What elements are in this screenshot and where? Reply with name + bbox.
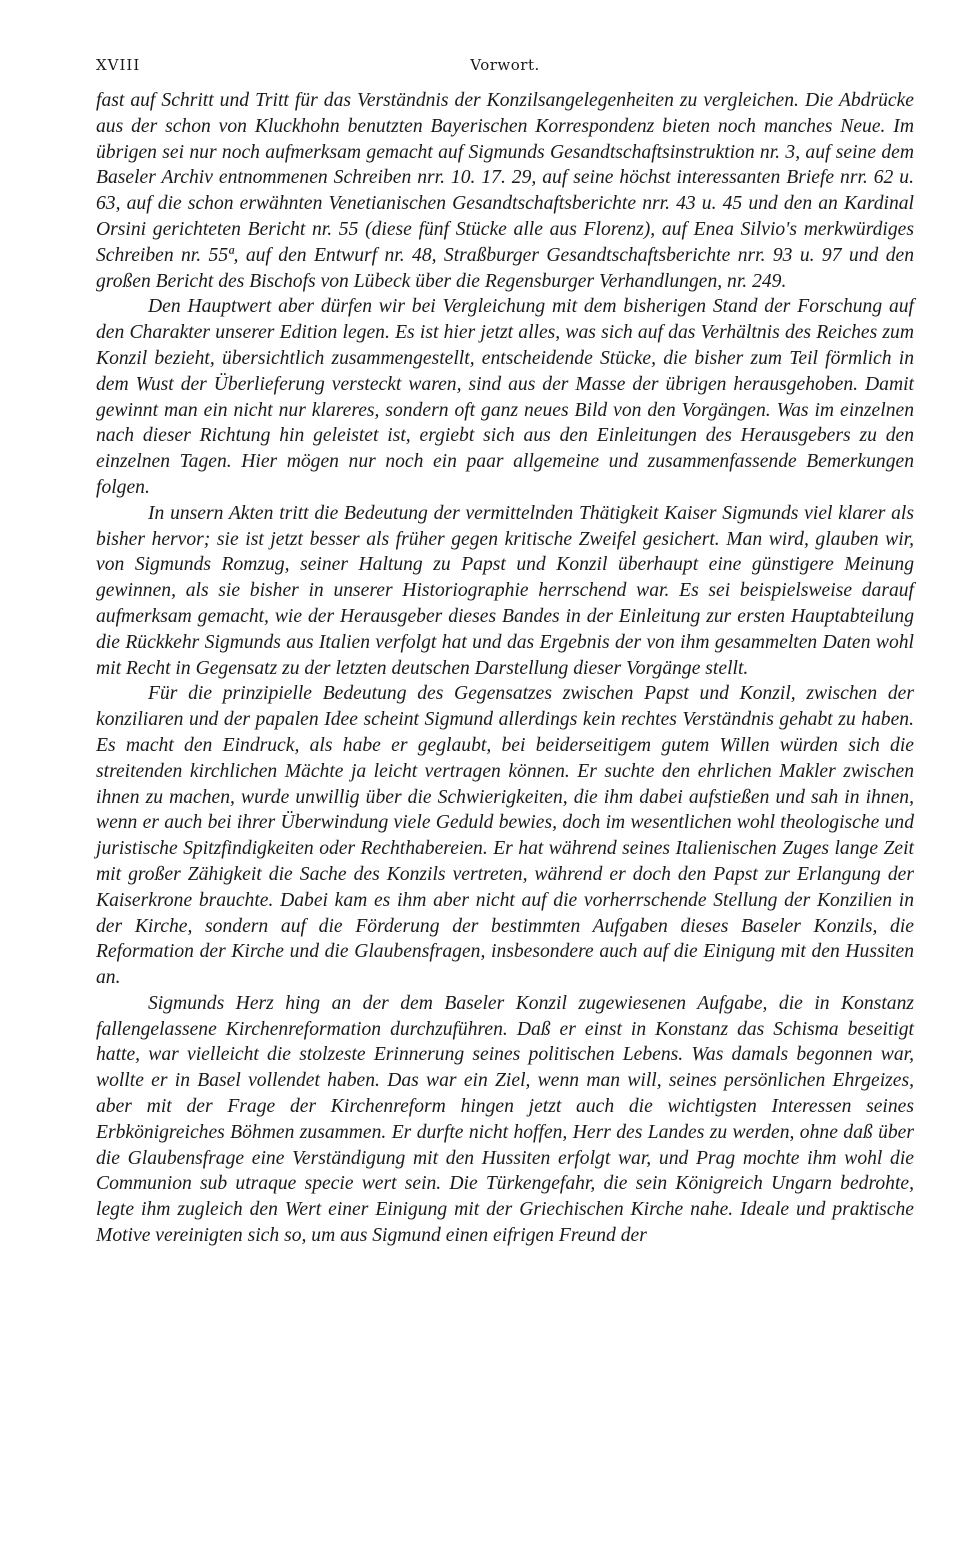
paragraph: Den Hauptwert aber dürfen wir bei Vergleichung mit dem bisherigen Stand der Forschung auf den Charakter unserer Edition legen. Es ist hier jetzt alles, was sich auf das Verhältnis des Reiches zum Konzil bezieht, übersichtlich zusammengestellt, entscheidende Stücke, die bisher zum Teil förmlich in dem Wust der Überlieferung versteckt waren, sind aus der Masse der übrigen herausgehoben. Damit gewinnt man ein nicht nur klareres, sondern oft ganz neues Bild von den Vorgängen. Was im einzelnen nach dieser Richtung hin geleistet ist, ergiebt sich aus den Einleitungen des Herausgebers zu den einzelnen Tagen. Hier mögen nur noch ein paar allgemeine und zusammenfassende Bemerkungen folgen. [96, 296, 914, 498]
page-number: XVIII [96, 56, 141, 74]
paragraph: Für die prinzipielle Bedeutung des Gegensatzes zwischen Papst und Konzil, zwischen der konziliaren und der papalen Idee scheint Sigmund allerdings kein rechtes Verständnis gehabt zu haben. Es macht den Eindruck, als habe er geglaubt, bei beiderseitigem gutem Willen würden sich die streitenden kirchlichen Mächte ja leicht vertragen können. Er suchte den ehrlichen Makler zwischen ihnen zu machen, wurde unwillig über die Schwierigkeiten, die ihm dabei aufstießen und sah in ihnen, wenn er auch bei ihrer Überwindung viele Geduld bewies, doch im wesentlichen wohl theologische und juristische Spitzfindigkeiten oder Rechthabereien. Er hat während seines Italienischen Zuges lange Zeit mit großer Zähigkeit die Sache des Konzils vertreten, während er doch den Papst zur Erlangung der Kaiserkrone brauchte. Dabei kam es ihm aber nicht auf die vorherrschende Stellung der Konzilien in der Kirche, sondern auf die Förderung der bestimmten Aufgaben dieses Baseler Konzils, die Reformation der Kirche und die Glaubensfragen, insbesondere auch auf die Einigung mit den Hussiten an. [96, 683, 914, 989]
running-title: Vorwort. [470, 56, 540, 74]
running-head [96, 56, 914, 80]
paragraph: Sigmunds Herz hing an der dem Baseler Konzil zugewiesenen Aufgabe, die in Konstanz fallengelassene Kirchenreformation durchzuführen. Daß er einst in Konstanz das Schisma beseitigt hatte, war vielleicht die stolzeste Erinnerung seines politischen Lebens. Was damals begonnen war, wollte er in Basel vollendet haben. Das war ein Ziel, wenn man will, seines persönlichen Ehrgeizes, aber mit der Frage der Kirchenreform hingen jetzt auch die wichtigsten Interessen seines Erbkönigreiches Böhmen zusammen. Er durfte nicht hoffen, Herr des Landes zu werden, ohne daß über die Glaubensfrage eine Verständigung mit den Hussiten erfolgt war, und Prag mochte ihm wohl die Communion sub utraque specie wert sein. Die Türkengefahr, die sein Königreich Ungarn bedrohte, legte ihm zugleich den Wert einer Einigung mit der Griechischen Kirche nahe. Ideale und praktische Motive vereinigten sich so, um aus Sigmund einen eifrigen Freund der [96, 992, 914, 1247]
paragraph: fast auf Schritt und Tritt für das Verständnis der Konzilsangelegenheiten zu vergleichen. Die Abdrücke aus der schon von Kluckhohn benutzten Bayerischen Korrespondenz bieten noch manches Neue. Im übrigen sei nur noch aufmerksam gemacht auf Sigmunds Gesandtschaftsinstruktion nr. 3, auf seine dem Baseler Archiv entnommenen Schreiben nrr. 10. 17. 29, auf seine höchst interessanten Briefe nrr. 62 u. 63, auf die schon erwähnten Venetianischen Gesandtschaftsberichte nrr. 43 u. 45 und den an Kardinal Orsini gerichteten Bericht nr. 55 (diese fünf Stücke alle aus Florenz), auf Enea Silvio's merkwürdiges Schreiben nr. 55ª, auf den Entwurf nr. 48, Straßburger Gesandtschaftsberichte nrr. 93 u. 97 und den großen Bericht des Bischofs von Lübeck über die Regensburger Verhandlungen, nr. 249. [96, 90, 914, 292]
body-text [96, 88, 914, 1249]
paragraph: In unsern Akten tritt die Bedeutung der vermittelnden Thätigkeit Kaiser Sigmunds viel klarer als bisher hervor; sie ist jetzt besser als früher gegen kritische Zweifel gesichert. Man wird, glauben wir, von Sigmunds Romzug, seiner Haltung zu Papst und Konzil überhaupt eine günstigere Meinung gewinnen, als sie bisher in unserer Historiographie herrschend war. Es sei beispielsweise darauf aufmerksam gemacht, wie der Herausgeber dieses Bandes in der Einleitung zur ersten Hauptabteilung die Rückkehr Sigmunds aus Italien verfolgt hat und das Ergebnis der von ihm gesammelten Daten wohl mit Recht in Gegensatz zu der letzten deutschen Darstellung dieser Vorgänge stellt. [96, 502, 914, 679]
